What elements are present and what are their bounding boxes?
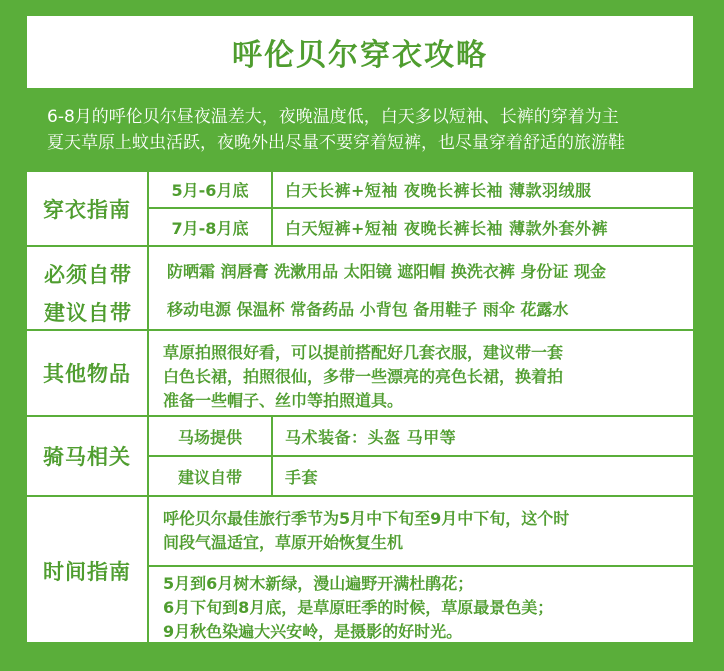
riding-row: [149, 417, 693, 457]
timing-para: [149, 497, 693, 567]
riding-value: 手套: [285, 467, 319, 487]
suggest-carry-label: 建议自带: [44, 301, 132, 325]
clothing-label: 穿衣指南: [27, 172, 149, 245]
other-line: 准备一些帽子、丝巾等拍照道具。: [163, 391, 404, 410]
riding-section: [27, 417, 693, 497]
riding-key: 建议自带: [149, 457, 273, 495]
guide-card: [25, 14, 695, 644]
other-text: [149, 331, 693, 413]
timing-line: 9月秋色染遍大兴安岭，是摄影的好时光。: [163, 622, 463, 641]
riding-label: 骑马相关: [27, 417, 149, 495]
clothing-row: [149, 172, 693, 209]
carry-section: [27, 247, 693, 331]
timing-section: [27, 497, 693, 644]
clothing-items: 白天长裤+短袖 夜晚长裤长袖 薄款羽绒服: [285, 181, 592, 200]
clothing-period: 7月-8月底: [149, 209, 273, 245]
page-title: 呼伦贝尔穿衣攻略: [232, 38, 488, 73]
riding-row: [149, 457, 693, 495]
clothing-items: 白天短裤+短袖 夜晚长裤长袖 薄款外套外裤: [285, 218, 609, 238]
timing-para: [149, 567, 693, 644]
clothing-section: [27, 172, 693, 247]
other-section: [27, 331, 693, 417]
timing-line: 呼伦贝尔最佳旅行季节为5月中下旬至9月中下旬，这个时: [163, 509, 570, 528]
timing-label: 时间指南: [27, 497, 149, 644]
other-content: [149, 331, 693, 415]
timing-line: 6月下旬到8月底，是草原旺季的时候，草原最景色美；: [163, 598, 554, 617]
intro-banner: [27, 88, 693, 172]
other-line: 草原拍照很好看，可以提前搭配好几套衣服，建议带一套: [163, 343, 564, 362]
must-carry-label: 必须自带: [44, 263, 132, 287]
other-label: 其他物品: [27, 331, 149, 415]
riding-key: 马场提供: [149, 417, 273, 455]
intro-line: 夏天草原上蚊虫活跃，夜晚外出尽量不要穿着短裤，也尽量穿着舒适的旅游鞋: [47, 133, 625, 153]
carry-content: [147, 247, 693, 329]
clothing-period: 5月-6月底: [149, 172, 273, 207]
timing-content: [149, 497, 693, 644]
timing-line: 5月到6月树木新绿，漫山遍野开满杜鹃花；: [163, 574, 474, 593]
clothing-row: [149, 209, 693, 245]
timing-line: 间段气温适宜，草原开始恢复生机: [163, 533, 404, 552]
riding-content: [149, 417, 693, 495]
intro-line: 6-8月的呼伦贝尔昼夜温差大，夜晚温度低，白天多以短袖、长裤的穿着为主: [47, 107, 619, 127]
other-line: 白色长裙，拍照很仙，多带一些漂亮的亮色长裙，换着拍: [163, 367, 564, 386]
riding-value: 马术装备：头盔 马甲等: [285, 427, 457, 447]
suggest-carry-items: 移动电源 保温杯 常备药品 小背包 备用鞋子 雨伞 花露水: [167, 300, 569, 319]
must-carry-items: 防晒霜 润唇膏 洗漱用品 太阳镜 遮阳帽 换洗衣裤 身份证 现金: [167, 262, 606, 281]
clothing-content: [149, 172, 693, 245]
